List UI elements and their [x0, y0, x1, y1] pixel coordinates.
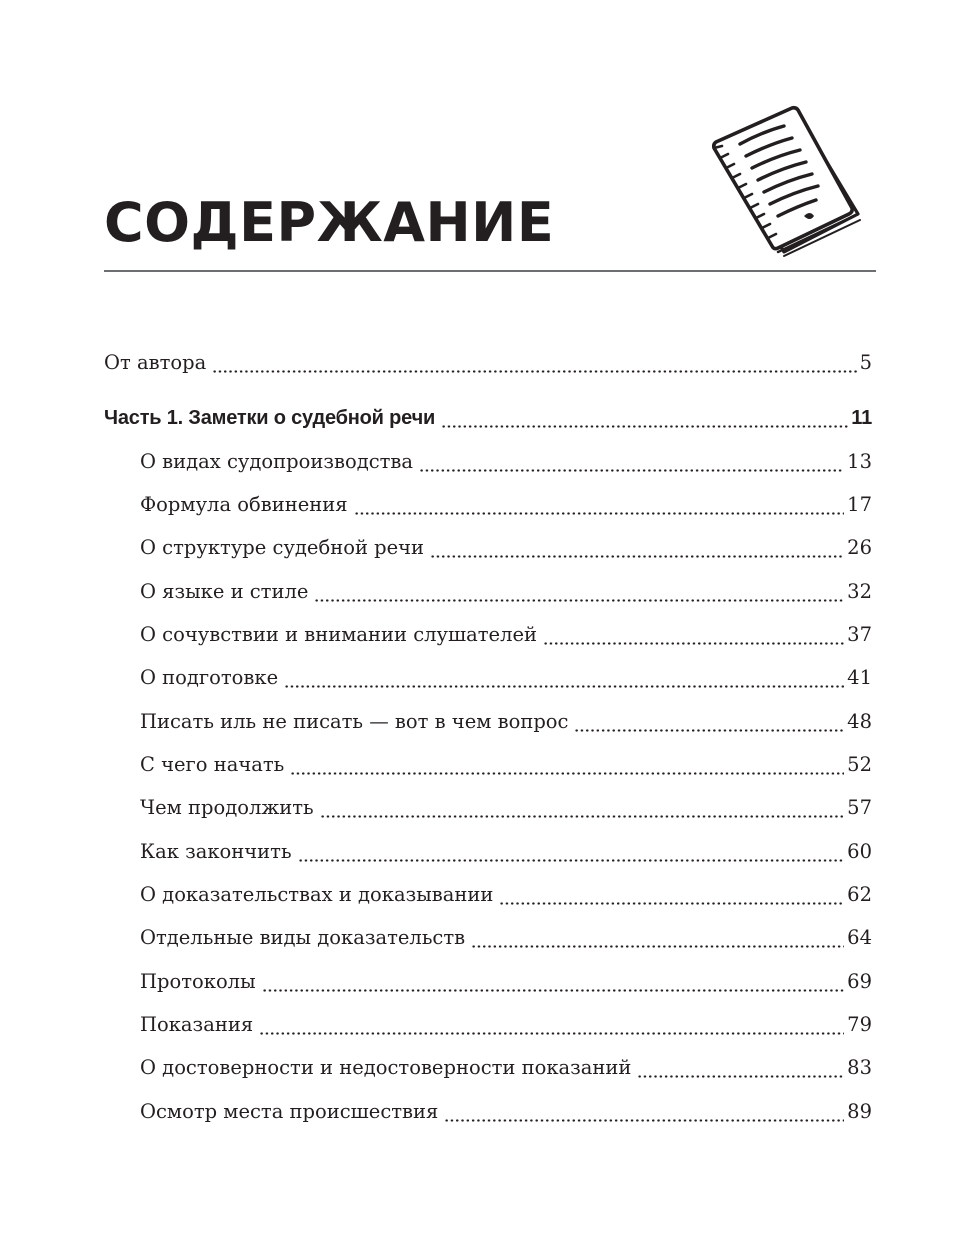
dot-leader [212, 348, 856, 378]
dot-leader [441, 403, 848, 433]
toc-entry-page: 26 [847, 536, 872, 559]
dot-leader [419, 447, 844, 477]
toc-entry-title: С чего начать [140, 753, 285, 776]
toc-entry-page: 57 [847, 796, 872, 819]
toc-entry-title: Чем продолжить [140, 796, 314, 819]
toc-entry-title: Отдельные виды доказательств [140, 926, 466, 949]
toc-entry[interactable] [140, 837, 872, 867]
toc-entry[interactable] [140, 577, 872, 607]
toc-entry-author[interactable] [104, 348, 872, 378]
toc-entry[interactable] [140, 620, 872, 650]
toc-entry[interactable] [140, 447, 872, 477]
toc-entry-page: 48 [847, 710, 872, 733]
toc-entry[interactable] [140, 923, 872, 953]
toc-entry[interactable] [140, 490, 872, 520]
toc-entry[interactable] [140, 967, 872, 997]
toc-entry[interactable] [140, 1010, 872, 1040]
toc-entry-title: Показания [140, 1013, 254, 1036]
toc-entry-title: Как закончить [140, 840, 292, 863]
toc-entry[interactable] [140, 663, 872, 693]
toc-entry-page: 64 [847, 926, 872, 949]
dot-leader [471, 923, 844, 953]
dot-leader [574, 707, 844, 737]
dot-leader [259, 1010, 844, 1040]
toc-entry-title: О доказательствах и доказывании [140, 883, 494, 906]
toc-entry-page: 69 [847, 970, 872, 993]
toc-entry-page: 89 [847, 1100, 872, 1123]
toc-entry[interactable] [140, 793, 872, 823]
toc-entry[interactable] [140, 707, 872, 737]
toc-entry-title: Осмотр места происшествия [140, 1100, 439, 1123]
toc-entry-page: 52 [847, 753, 872, 776]
toc-entry-page: 32 [847, 580, 872, 603]
dot-leader [290, 750, 844, 780]
toc-entry[interactable] [140, 533, 872, 563]
dot-leader [314, 577, 844, 607]
toc-entry-part-1[interactable] [104, 403, 872, 433]
dot-leader [320, 793, 845, 823]
toc-entry-page: 13 [847, 450, 872, 473]
toc-entry[interactable] [140, 750, 872, 780]
toc-entry-title: Формула обвинения [140, 493, 348, 516]
dot-leader [262, 967, 845, 997]
toc-entry-title: О подготовке [140, 666, 279, 689]
toc-entry-page: 79 [847, 1013, 872, 1036]
toc-entry-page: 60 [847, 840, 872, 863]
toc-entry-title: О видах судопроизводства [140, 450, 414, 473]
toc-entry-title: О достоверности и недостоверности показаний [140, 1056, 632, 1079]
toc-entry-title: Часть 1. Заметки о судебной речи [104, 407, 436, 429]
dot-leader [284, 663, 844, 693]
toc-entry-page: 41 [847, 666, 872, 689]
toc-entry-page: 11 [851, 407, 872, 429]
toc-entry-title: О сочувствии и внимании слушателей [140, 623, 538, 646]
dot-leader [637, 1053, 844, 1083]
toc-entry[interactable] [140, 880, 872, 910]
toc-entry-title: О языке и стиле [140, 580, 309, 603]
toc-entry[interactable] [140, 1097, 872, 1127]
toc-entry-title: От автора [104, 351, 207, 374]
dot-leader [298, 837, 845, 867]
toc-entry-title: О структуре судебной речи [140, 536, 425, 559]
dot-leader [543, 620, 844, 650]
dot-leader [354, 490, 845, 520]
toc-entry[interactable] [140, 1053, 872, 1083]
toc-entry-page: 62 [847, 883, 872, 906]
dot-leader [444, 1097, 844, 1127]
dot-leader [499, 880, 844, 910]
dot-leader [430, 533, 844, 563]
toc-entry-page: 83 [847, 1056, 872, 1079]
toc-entry-title: Писать иль не писать — вот в чем вопрос [140, 710, 569, 733]
toc-entry-page: 5 [859, 351, 872, 374]
page-title: СОДЕРЖАНИЕ [104, 191, 555, 254]
toc-entry-page: 37 [847, 623, 872, 646]
toc-entry-title: Протоколы [140, 970, 256, 993]
toc-entry-page: 17 [847, 493, 872, 516]
